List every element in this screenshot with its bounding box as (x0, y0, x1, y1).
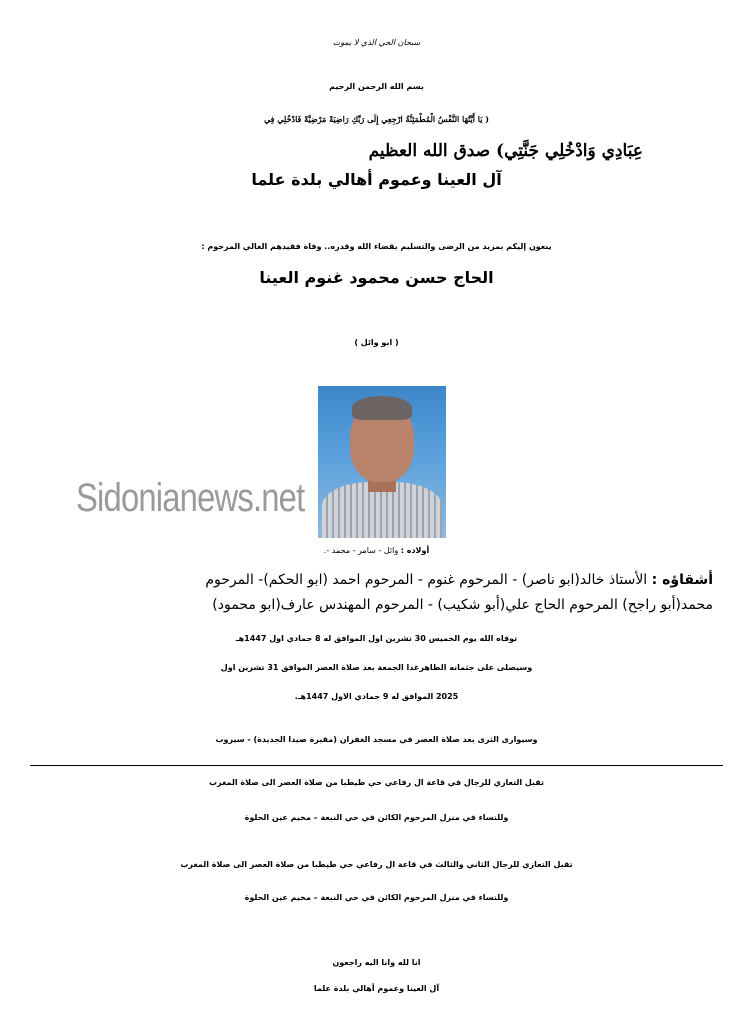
section-divider (30, 765, 723, 766)
family-title: آل العينا وعموم أهالي بلدة علما (251, 170, 502, 189)
death-info-line2: وسيصلى على جثمانه الطاهرغدا الجمعة بعد صلاة العصر الموافق 31 تشرين اول (220, 663, 533, 672)
sons-value: وائل - سامر - محمد -. (323, 546, 399, 555)
condolence-line3: تقبل التعازي للرجال الثاني والثالث في قاعة ال رفاعي حي طيطبا من صلاة العصر الى صلاة المغرب (180, 860, 573, 869)
deceased-nickname: ( ابو وائل ) (354, 338, 399, 347)
condolence-line4: وللنساء في منزل المرحوم الكائن في حي النبعة – مخيم عين الحلوة (244, 893, 509, 902)
closing-verse: انا لله وانا اليه راجعون (332, 958, 421, 967)
death-info-line1: توفاه الله يوم الخميس 30 تشرين اول الموافق له 8 جمادي اول 1447هـ (235, 634, 518, 643)
death-info-line3: 2025 الموافق له 9 جمادي الاول 1447هـ. (294, 692, 459, 701)
sons-label: أولاده : (400, 546, 430, 555)
siblings-line1 (40, 572, 713, 588)
quran-verse-line1: ( يَا أَيَّتُهَا النَّفْسُ الْمُطْمَئِنَّةُ ارْجِعِي إِلَى رَبِّكِ رَاضِيَةً مَرْضِيَّةً فَادْخُلِي فِي (263, 114, 490, 124)
closing-family-signature: آل العينا وعموم أهالي بلدة علما (313, 984, 440, 993)
basmala: بسم الله الرحمن الرحيم (329, 82, 424, 91)
sons-line (0, 546, 753, 555)
photo-hair (352, 396, 412, 420)
condolence-line2: وللنساء في منزل المرحوم الكائن في حي النبعة – مخيم عين الحلوة (244, 813, 509, 822)
deceased-photo (318, 386, 446, 538)
siblings-value-line1: الأستاذ خالد(ابو ناصر) - المرحوم غنوم - المرحوم احمد (ابو الحكم)- المرحوم (205, 572, 648, 588)
deceased-name: الحاج حسن محمود غنوم العينا (259, 268, 494, 287)
siblings-label: أشقاؤه : (651, 572, 713, 588)
siblings-line2: محمد(أبو راجح) المرحوم الحاج علي(أبو شكيب) - المرحوم المهندس عارف(ابو محمود) (212, 597, 713, 613)
burial-info: وسيوارى الثرى بعد صلاة العصر في مسجد الغفران (مقبرة صيدا الجديدة) - سيروب (215, 735, 538, 744)
condolence-line1: تقبل التعازي للرجال في قاعة ال رفاعي حي طيطبا من صلاة العصر الى صلاة المغرب (208, 778, 545, 787)
site-watermark: Sidonianews.net (76, 476, 305, 520)
announcement-text: ينعون إليكم بمزيد من الرضى والتسليم بقضاء الله وقدره.. وفاة فقيدهم الغالي المرحوم : (201, 242, 552, 251)
calligraphy-header: سبحان الحي الذي لا يموت (332, 38, 421, 47)
quran-verse-line2: عِبَادِي وَادْخُلِي جَنَّتِي) صدق الله العظيم (368, 141, 643, 161)
